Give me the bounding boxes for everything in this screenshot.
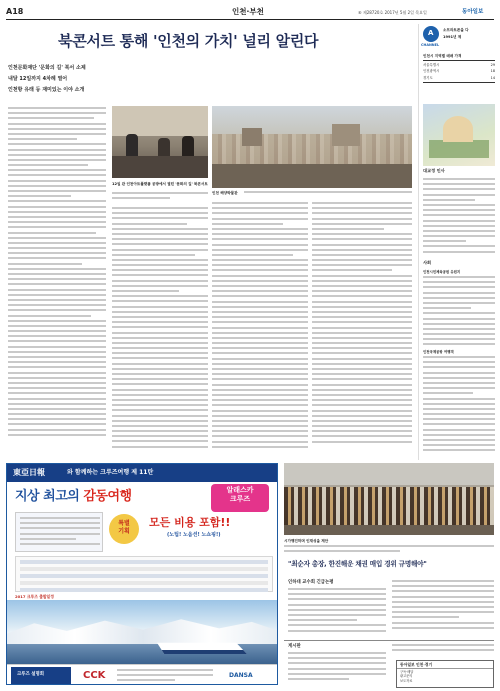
- schedule-box: [15, 556, 273, 592]
- board-text-left: [288, 652, 386, 688]
- subhead-line: 인천항 유래 등 재미있는 이야 소개: [8, 86, 85, 93]
- cruise-ad: [6, 463, 278, 685]
- price-table-row: [423, 63, 495, 68]
- body-column-3: [212, 202, 308, 457]
- row-value: 14: [490, 76, 495, 81]
- contact-lines: [117, 669, 213, 685]
- ad-title-part2: 감동여행: [83, 489, 132, 504]
- no-extras-label: (노팁! 노옵션! 노쇼핑!): [167, 532, 221, 538]
- channel-box: [423, 26, 439, 42]
- badge-line1: 알래스카: [226, 486, 254, 494]
- news-item: 인천시민체육공원 유원지: [423, 270, 461, 274]
- harbor-photo: [212, 106, 412, 188]
- body-column-4: [312, 202, 412, 457]
- sidebar: [418, 24, 496, 460]
- price-table-row: [423, 69, 495, 74]
- partner-logo: DANSA: [229, 672, 253, 679]
- news-text: [423, 276, 495, 350]
- people-text: [423, 178, 495, 258]
- ad-info-box: [15, 512, 103, 552]
- ad-tagline: 와 함께하는 크루즈여행 제 11탄: [67, 469, 154, 476]
- schedule-head: 2017 크루즈 출발일정: [15, 594, 54, 599]
- card-row: 보도자료: [400, 678, 413, 683]
- seminar-head: 크루즈 설명회: [17, 672, 44, 677]
- row-name: 서울특별시: [423, 62, 440, 67]
- parade-caption-bold: 시가행진하며 인재성을 제안: [284, 539, 329, 543]
- feature-headline: "최순자 총장, 한진해운 채권 매입 경위 규명해야": [288, 560, 427, 568]
- card-row: 구독·배달: [400, 670, 414, 675]
- all-inclusive-label: 모든 비용 포함!!: [149, 516, 231, 529]
- news-head: 사회: [423, 260, 432, 265]
- feature-text-right: [392, 580, 494, 638]
- photo1-caption-lines: [112, 192, 208, 206]
- news-item: 인천국제공항 여행객: [423, 350, 454, 354]
- body-column-2: [112, 207, 208, 457]
- photo1-caption-bold: 12일 관 인천아트플랫폼 공방에서 열린 '문화의 길' 북콘서트: [112, 182, 208, 186]
- feature-subhead: 인하대 교수회 긴급논평: [288, 580, 334, 585]
- card-row: 광고문의: [400, 674, 413, 679]
- date-line: ⑥ 제28720호 2017년 5월 2일 목요일: [358, 10, 427, 15]
- masthead: [6, 6, 494, 20]
- ad-title-part1: 지상 최고의: [15, 489, 84, 504]
- ad-banner: [7, 464, 278, 482]
- schedule-rows: [16, 560, 272, 592]
- operator-logo: CCK: [83, 670, 106, 681]
- special-line1: 특별: [118, 520, 130, 527]
- channel-letter: A: [428, 29, 434, 37]
- row-value: 29: [490, 62, 495, 67]
- channel-item: 소프라트폰을 다: [443, 28, 469, 32]
- subhead-line: 인천문화재단 '문화의 길' 북서 소제: [8, 65, 86, 71]
- divider: [284, 640, 494, 641]
- price-table: [423, 54, 495, 83]
- card-title: 동아일보 인천·경기: [397, 661, 493, 669]
- photo2-caption-lines: [244, 191, 412, 197]
- page-number: A18: [6, 7, 24, 16]
- contact-card: [396, 660, 494, 688]
- headline: 북콘서트 통해 '인천의 가치' 널리 알린다: [58, 32, 319, 50]
- glacier-ship-image: [7, 600, 278, 664]
- paper-name: 동아일보: [462, 9, 484, 15]
- ad-title: [15, 488, 132, 506]
- parade-photo: [284, 463, 494, 535]
- ad-badge: [211, 484, 269, 512]
- book-concert-photo: [112, 106, 208, 178]
- body-column-1: [8, 107, 106, 457]
- board-text-right: [392, 644, 494, 658]
- price-table-row: [423, 76, 495, 83]
- channel-item: 1991년 제: [443, 35, 462, 39]
- badge-line2: 크루즈: [229, 495, 251, 504]
- ad-bottom-strip: [7, 664, 278, 685]
- ad-brand: 東亞日報: [13, 467, 45, 477]
- parade-caption-lines: [284, 545, 494, 557]
- special-badge: [109, 514, 139, 544]
- section-name: 인천·부천: [232, 7, 264, 16]
- row-name: 경기도: [423, 76, 433, 81]
- seminar-box: [11, 667, 71, 685]
- subhead-line: 내달 12일까지 4차례 열어: [8, 75, 68, 82]
- parade-caption: [284, 538, 494, 544]
- price-table-title: 인천시 지역별 매매 가격: [423, 54, 495, 61]
- subheads: [8, 65, 106, 93]
- board-head: 게시판: [288, 644, 301, 649]
- photo1-caption: [112, 181, 208, 187]
- news-text: [423, 356, 495, 456]
- special-line2: 기획: [118, 528, 130, 536]
- feature-text-left: [288, 588, 386, 638]
- sidebar-ad-image: [423, 104, 495, 166]
- people-head: 대교정 인사: [423, 168, 445, 173]
- row-name: 인천광역시: [423, 69, 440, 74]
- row-value: 18: [490, 69, 495, 74]
- photo2-caption-bold: 인천 해양박물관: [212, 191, 238, 195]
- channel-label: CHANNEL: [421, 43, 440, 47]
